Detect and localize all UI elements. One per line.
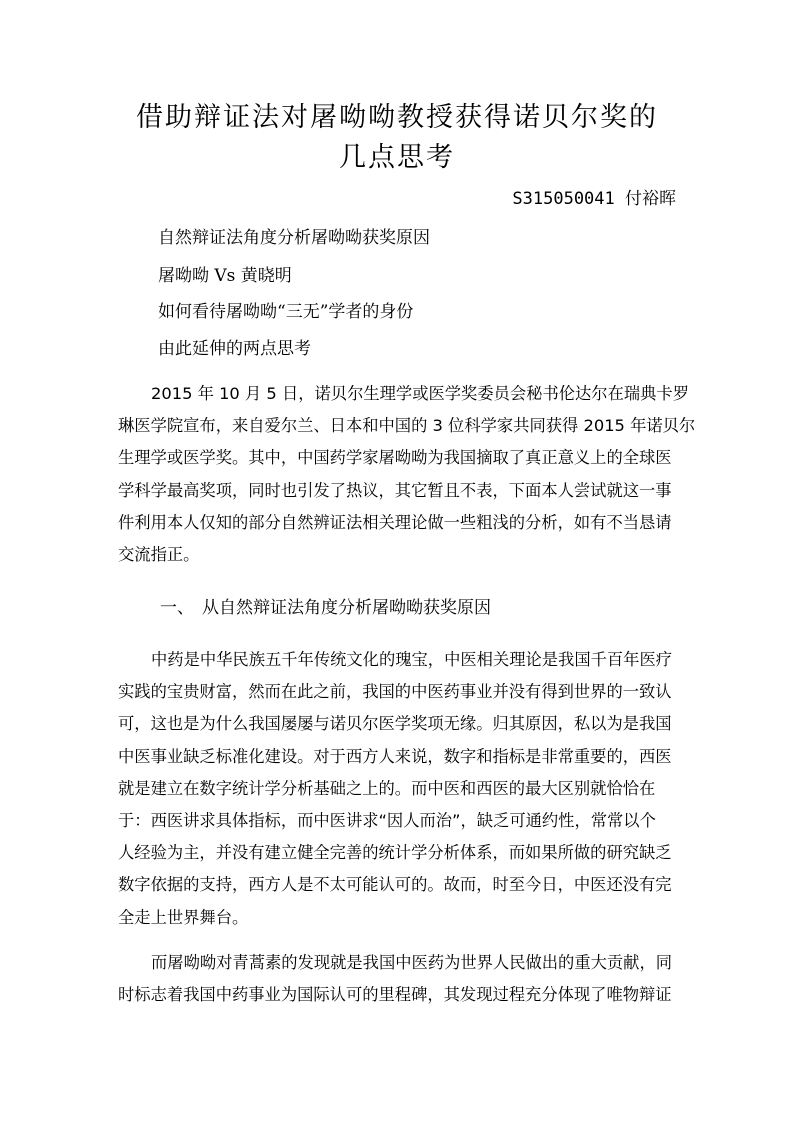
document-title-line-2: 几点思考 (339, 142, 455, 173)
paragraph-line: 时标志着我国中药事业为国际认可的里程碑，其发现过程充分体现了唯物辩证 (118, 985, 672, 1005)
paragraph-line: 2015 年 10 月 5 日，诺贝尔生理学或医学奖委员会秘书伦达尔在瑞典卡罗 (151, 384, 689, 403)
outline-item: 由此延伸的两点思考 (158, 339, 311, 359)
paragraph-line: 数字依据的支持，西方人是不太可能认可的。故而，时至今日，中医还没有完 (118, 875, 672, 895)
section-title: 从自然辩证法角度分析屠呦呦获奖原因 (202, 598, 491, 618)
paragraph-line: 中医事业缺乏标准化建设。对于西方人来说，数字和指标是非常重要的，西医 (118, 746, 672, 766)
paragraph-line: 学科学最高奖项，同时也引发了热议，其它暂且不表，下面本人尝试就这一事 (118, 480, 672, 500)
author-id-and-name: S315050041 付裕晖 (512, 189, 676, 209)
paragraph-line: 实践的宝贵财富，然而在此之前，我国的中医药事业并没有得到世界的一致认 (118, 682, 672, 702)
section-heading (160, 596, 491, 620)
paragraph-line: 而屠呦呦对青蒿素的发现就是我国中医药为世界人民做出的重大贡献，同 (151, 953, 673, 972)
paragraph-line: 中药是中华民族五千年传统文化的瑰宝，中医相关理论是我国千百年医疗 (151, 650, 673, 669)
paragraph-line: 件利用本人仅知的部分自然辨证法相关理论做一些粗浅的分析，如有不当恳请 (118, 512, 672, 532)
outline-item: 如何看待屠呦呦“三无”学者的身份 (158, 302, 414, 322)
paragraph-line: 琳医学院宣布，来自爱尔兰、日本和中国的 3 位科学家共同获得 2015 年诺贝尔 (118, 416, 696, 436)
section-number: 一、 (160, 598, 194, 618)
outline-item: 自然辩证法角度分析屠呦呦获奖原因 (158, 228, 430, 248)
paragraph-line: 人经验为主，并没有建立健全完善的统计学分析体系，而如果所做的研究缺乏 (118, 843, 672, 863)
document-title-line-1: 借助辩证法对屠呦呦教授获得诺贝尔奖的 (136, 102, 658, 133)
paragraph-line: 生理学或医学奖。其中，中国药学家屠呦呦为我国摘取了真正意义上的全球医 (118, 448, 672, 468)
paragraph-line: 可，这也是为什么我国屡屡与诺贝尔医学奖项无缘。归其原因，私以为是我国 (118, 714, 672, 734)
paragraph-line: 于：西医讲求具体指标，而中医讲求“因人而治”，缺乏可通约性，常常以个 (118, 810, 656, 830)
paragraph-line: 就是建立在数字统计学分析基础之上的。而中医和西医的最大区别就恰恰在 (118, 778, 656, 798)
paragraph-line: 全走上世界舞台。 (118, 907, 249, 927)
intro-paragraph (118, 378, 696, 571)
outline-item: 屠呦呦 Vs 黄晓明 (158, 266, 292, 286)
section1-paragraph-2 (118, 947, 678, 1011)
section1-paragraph-1 (118, 644, 678, 934)
paragraph-line: 交流指正。 (118, 544, 200, 564)
